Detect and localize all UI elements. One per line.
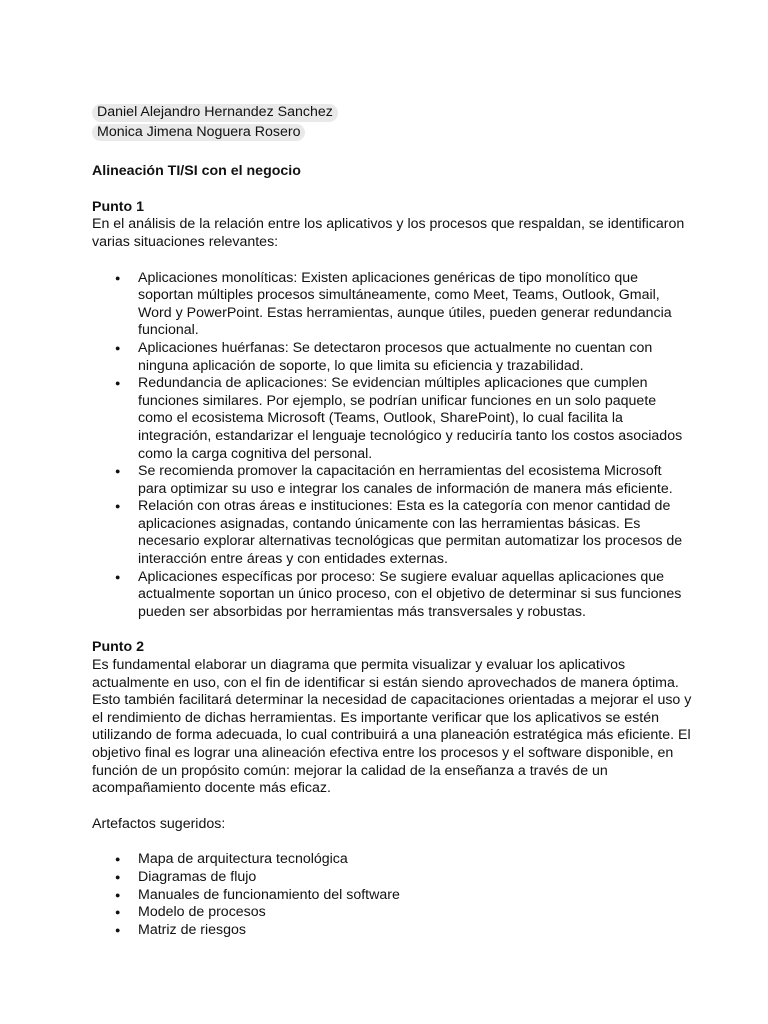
findings-list [92,270,692,622]
author-list [92,104,692,143]
section-heading: Punto 1 [92,198,145,215]
list-item: ● Redundancia de aplicaciones: Se evidencian múltiples aplicaciones que cumplen funciones similares. Por ejemplo, se podrían unificar funciones en un solo paquete como el ecosistema Microsoft (Teams, Outlook, SharePoint), lo cual facilita la integración, estandarizar el lenguaje tecnológico y reduciría tanto los costos asociados como la carga cognitiva del personal. [92,375,692,463]
list-item: ● Relación con otras áreas e instituciones: Esta es la categoría con menor cantidad de aplicaciones asignadas, contando únicamente con las herramientas básicas. Es necesario explorar alternativas tecnológicas que permitan automatizar los procesos de interacción entre áreas y con entidades externas. [92,498,692,568]
document-title: Alineación TI/SI con el negocio [92,163,301,180]
section-intro: En el análisis de la relación entre los aplicativos y los procesos que respaldan, se identificaron varias situaciones relevantes: [92,216,685,250]
list-item: ● Se recomienda promover la capacitación en herramientas del ecosistema Microsoft para optimizar su uso e integrar los canales de información de manera más eficiente. [92,463,692,498]
section-body: Es fundamental elaborar un diagrama que permita visualizar y evaluar los aplicativos actualmente en uso, con el fin de identificar si están siendo aprovechados de manera óptima. Esto también facilitará determinar la necesidad de capacitaciones orientadas a mejorar el uso y el rendimiento de dichas herramientas. Es importante verificar que los aplicativos se estén utilizando de forma adecuada, lo cual contribuirá a una planeación estratégica más eficiente. El objetivo final es lograr una alineación efectiva entre los procesos y el software disponible, en función de un propósito común: mejorar la calidad de la enseñanza a través de un acompañamiento docente más eficaz. [92,657,692,797]
list-item: ● Manuales de funcionamiento del software [92,887,692,905]
section-punto-2 [92,639,692,939]
list-item: ● Aplicaciones monolíticas: Existen aplicaciones genéricas de tipo monolítico que soportan múltiples procesos simultáneamente, como Meet, Teams, Outlook, Gmail, Word y PowerPoint. Estas herramientas, aunque útiles, pueden generar redundancia funcional. [92,270,692,340]
list-item: ● Diagramas de flujo [92,869,692,887]
section-heading: Punto 2 [92,639,145,656]
list-item: ● Aplicaciones huérfanas: Se detectaron procesos que actualmente no cuentan con ninguna aplicación de soporte, lo que limita su eficiencia y trazabilidad. [92,340,692,375]
document-page [92,104,692,957]
list-item: ● Matriz de riesgos [92,922,692,940]
section-punto-1 [92,199,692,622]
list-item: ● Modelo de procesos [92,904,692,922]
author-chip[interactable]: Monica Jimena Noguera Rosero [92,124,305,142]
spacer [92,798,692,816]
artifacts-label: Artefactos sugeridos: [92,815,226,832]
author-chip[interactable]: Daniel Alejandro Hernandez Sanchez [92,104,338,122]
artifacts-list [92,851,692,939]
list-item: ● Aplicaciones específicas por proceso: Se sugiere evaluar aquellas aplicaciones que actualmente soportan un único proceso, con el objetivo de determinar si sus funciones pueden ser absorbidas por herramientas más transversales y robustas. [92,569,692,622]
list-item: ● Mapa de arquitectura tecnológica [92,851,692,869]
